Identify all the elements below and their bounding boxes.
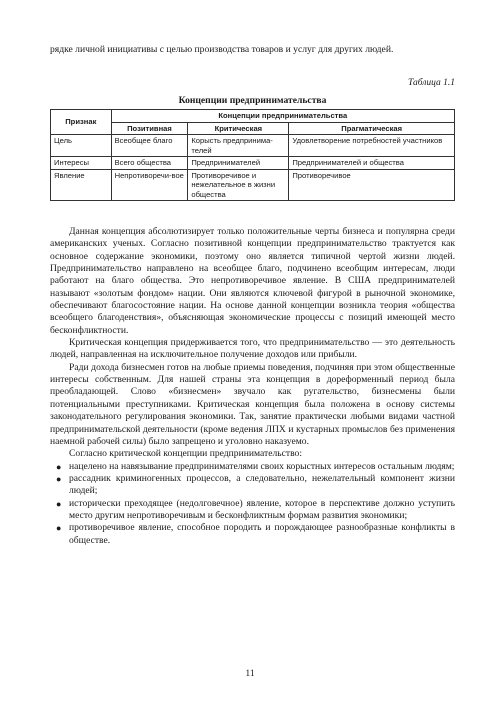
list-item-text: исторически преходящее (недолговечное) явление, которое в перспективе должно уступить место другим непротиворечивым и бесконфликтным формам развития экономики;	[69, 497, 455, 521]
bullet-icon: ●	[56, 461, 62, 472]
list-item	[50, 498, 455, 523]
table-row	[51, 169, 455, 201]
table-title: Концепции предпринимательства	[178, 95, 327, 106]
cell-critical: Корысть предпринима-телей	[188, 135, 289, 157]
row-sign: Явление	[51, 169, 112, 201]
paragraph-critical-concept: Критическая концепция придерживается того, что предпринимательство — это деятельность людей, направленная на исключительное получение доходов или прибыли.	[50, 337, 455, 361]
table-subheader-row	[51, 122, 455, 135]
page-number: 11	[245, 668, 255, 679]
row-sign: Интересы	[51, 157, 112, 170]
header-group: Концепции предпринимательства	[111, 110, 454, 123]
cell-positive: Всеобщее благо	[111, 135, 188, 157]
cell-positive: Всего общества	[111, 157, 188, 170]
cell-critical: Предпринимателей	[188, 157, 289, 170]
header-positive: Позитивная	[111, 122, 188, 135]
bullet-icon: ●	[56, 473, 62, 484]
table-row	[51, 135, 455, 157]
table-header-row	[51, 110, 455, 123]
paragraph-list-intro: Согласно критической концепции предпринимательство:	[69, 448, 302, 460]
header-critical: Критическая	[188, 122, 289, 135]
body-text	[50, 226, 455, 547]
table-label: Таблица 1.1	[408, 78, 455, 88]
paragraph-positive-concept: Данная концепция абсолютизирует только положительные черты бизнеса и популярна среди американских ученых. Согласно позитивной концепции предпринимательство трактуется как основное содержание экономики, поэтому оно является типичной чертой жизни людей. Предпринимательство направлено на всеобщее благо, подчинено всеобщим интересам, люди работают на благо общества. Это непротиворечивое явление. В США предпринимателей называют «золотым фондом» нации. Они являются ключевой фигурой в рыночной экономике, обеспечивают благосостояние нации. На основе данной концепции возникла теория «общества всеобщего благоденствия», объясняющая экономические процессы с позиций имеющей место бесконфликтности.	[50, 226, 455, 336]
cell-pragmatic: Предпринимателей и общества	[289, 157, 455, 170]
header-sign: Признак	[51, 110, 112, 135]
intro-paragraph: рядке личной инициативы с целью производства товаров и услуг для других людей.	[50, 44, 394, 55]
header-pragmatic: Прагматическая	[289, 122, 455, 135]
cell-positive: Непротиворечи-вое	[111, 169, 188, 201]
list-item	[50, 461, 455, 473]
cell-critical: Противоречивое и нежелательное в жизни общества	[188, 169, 289, 201]
table-row	[51, 157, 455, 170]
list-item-text: нацелено на навязывание предпринимателями своих корыстных интересов остальным людям;	[69, 460, 455, 472]
row-sign: Цель	[51, 135, 112, 157]
cell-pragmatic: Противоречивое	[289, 169, 455, 201]
critical-concept-list	[50, 461, 455, 547]
cell-pragmatic: Удовлетворение потребностей участников	[289, 135, 455, 157]
concepts-table	[50, 109, 455, 201]
paragraph-income: Ради дохода бизнесмен готов на любые приемы поведения, подчиняя при этом общественные интересы собственным. Для нашей страны эта концепция в дореформенный период была преобладающей. Слово «бизнесмен» звучало как ругательство, бизнесмены были потенциальными преступниками. Критическая концепция была положена в основу системы законодательного регулирования экономики. Так, занятие практически любыми видами частной предпринимательской деятельности (кроме ведения ЛПХ и кустарных промыслов без применения наемной рабочей силы) было запрещено и уголовно наказуемо.	[50, 361, 455, 447]
bullet-icon: ●	[56, 498, 62, 509]
bullet-icon: ●	[56, 523, 62, 534]
list-item-text: противоречивое явление, способное породить и порождающее разнообразные конфликты в обществе.	[69, 522, 455, 546]
list-item	[50, 522, 455, 547]
list-item-text: рассадник криминогенных процессов, а следовательно, нежелательный компонент жизни людей;	[69, 472, 455, 497]
list-item	[50, 473, 455, 498]
